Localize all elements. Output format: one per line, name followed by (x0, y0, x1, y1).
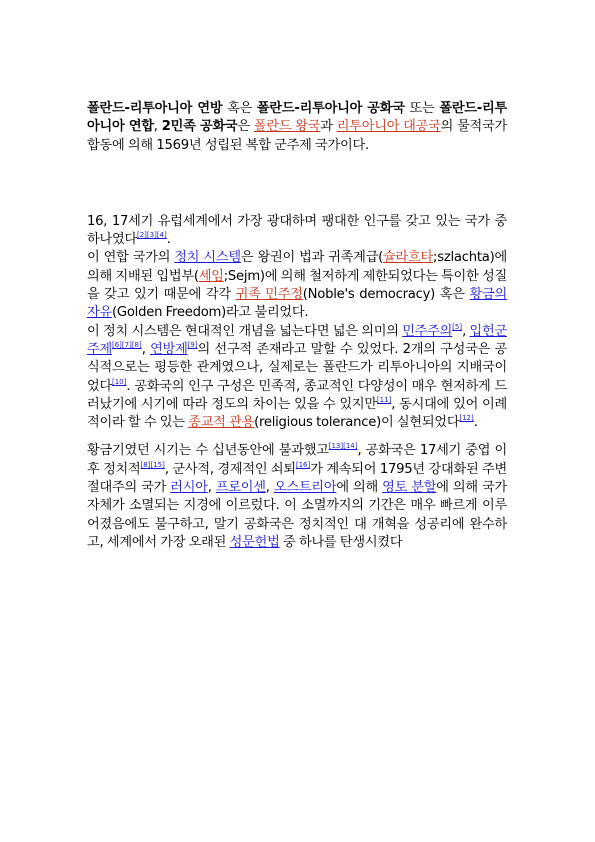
link-golden-freedom[interactable]: 황금의 자유 (87, 287, 507, 321)
reference-link[interactable]: [12] (459, 414, 474, 423)
text: 이 연합 국가의 (87, 250, 175, 266)
reference-link[interactable]: [8] (131, 340, 142, 349)
bold-name-two-nations: 2민족 공화국 (161, 119, 238, 135)
text: , (462, 323, 470, 339)
text: 에 의해 국가 자체가 소멸되는 지경에 이르렀다. 이 소멸까지의 기간은 매우 빠르게 이루어졌음에도 불구하고, 말기 공화국은 정치적인 대 개혁을 성공리에 완수하고, 세계에서 가장 오래된 (87, 480, 507, 550)
paragraph-population (87, 213, 507, 250)
text: 가 계속되어 1795년 강대화된 주변 절대주의 국가 (87, 461, 507, 496)
text: (Golden Freedom)라고 불리었다. (111, 305, 309, 321)
text: , (141, 341, 151, 357)
link-religious-tolerance[interactable]: 종교적 관용 (188, 415, 255, 431)
text: 의 물적국가 합동에 의해 1569년 성립된 복합 군주제 국가이다. (87, 119, 508, 153)
intro-paragraph (87, 100, 507, 155)
text: ;szlachta)에 의해 지배된 입법부( (87, 250, 507, 284)
link-federalism[interactable]: 연방제 (150, 341, 188, 357)
text: , (265, 480, 274, 496)
link-nobles-democracy[interactable]: 귀족 민주정 (235, 287, 303, 303)
paragraph-golden-age (87, 442, 507, 552)
link-partitions[interactable]: 영토 분할 (382, 480, 437, 496)
reference-link[interactable]: [3] (146, 231, 157, 240)
paragraph-political-system (87, 249, 507, 322)
reference-link[interactable]: [10] (111, 377, 127, 386)
link-constitution[interactable]: 성문헌법 (229, 534, 280, 550)
text: (religious tolerance)이 실현되었다 (254, 415, 460, 431)
text: 의 선구적 존재라고 말할 수 있었다. 2개의 구성국은 공식적으로는 평등한 관계였으나, 실제로는 폴란드가 리투아니아의 지배국이었다 (87, 341, 507, 394)
link-grand-duchy-of-lithuania[interactable]: 리투아니아 대공국 (336, 119, 441, 135)
link-szlachta[interactable]: 슐라흐타 (383, 250, 434, 266)
text: . (166, 232, 171, 248)
reference-link[interactable]: [11] (376, 395, 392, 404)
text: 또는 (404, 101, 440, 116)
text: 이 정치 시스템은 현대적인 개념을 넓는다면 넓은 의미의 (87, 323, 403, 339)
reference-link[interactable]: [2] (136, 231, 147, 240)
reference-link[interactable]: [16] (295, 460, 311, 469)
link-constitutional-monarchy[interactable]: 입헌군주제 (87, 323, 507, 357)
text: 16, 17세기 유럽세계에서 가장 광대하며 팽대한 인구를 갖고 있는 국가 중 하나였다 (87, 213, 507, 248)
bold-name-commonwealth: 폴란드-리투아니아 연방 (87, 101, 223, 116)
text: 혹은 (222, 101, 257, 116)
article-body (87, 100, 507, 552)
link-democracy[interactable]: 민주주의 (402, 323, 453, 339)
reference-link[interactable]: [4] (156, 231, 167, 240)
text: ;Sejm)에 의해 철저하게 제한되었다는 특이한 성질을 갖고 있기 때문에 각각 (87, 268, 507, 303)
link-russia[interactable]: 러시아 (170, 480, 208, 496)
bold-name-republic: 폴란드-리투아니아 공화국 (256, 101, 405, 116)
link-sejm[interactable]: 세임 (198, 268, 224, 284)
bold-name-union: 폴란드-리투아니아 연합 (87, 101, 507, 135)
text: 에 의해 (336, 480, 383, 496)
text: 과 (320, 119, 337, 135)
text: 황금기였던 시기는 수 십년동안에 불과했고 (87, 443, 329, 459)
reference-link[interactable]: [7] (121, 340, 132, 349)
text: (Noble's democracy) 혹은 (302, 287, 470, 303)
text: 은 왕권이 법과 귀족계급( (240, 250, 384, 266)
text: 중 하나를 탄생시켰다 (279, 534, 403, 550)
text: 은 (237, 119, 254, 135)
text: , (207, 480, 216, 496)
text: , 공화국은 17세기 중엽 이후 정치적 (87, 443, 507, 477)
link-political-system[interactable]: 정치 시스템 (174, 250, 241, 266)
text: , 동시대에 있어 이례적이라 할 수 있는 (87, 396, 507, 431)
reference-link[interactable]: [5] (452, 322, 463, 331)
reference-link[interactable]: [13] (328, 442, 344, 451)
link-prussia[interactable]: 프로이센 (215, 480, 266, 496)
text: . (473, 415, 478, 431)
text: . 공화국의 인구 구성은 민족적, 종교적인 다양성이 매우 현저하게 드러났기에 시기에 따라 정도의 차이는 있을 수 있지만 (87, 378, 507, 412)
link-kingdom-of-poland[interactable]: 폴란드 왕국 (253, 119, 321, 135)
reference-link[interactable]: [15] (150, 460, 165, 469)
reference-link[interactable]: [6] (111, 340, 122, 349)
paragraph-democracy (87, 323, 507, 433)
reference-link[interactable]: [14] (343, 442, 358, 451)
reference-link[interactable]: [9] (187, 340, 198, 349)
text: , 군사적, 경제적인 쇠퇴 (164, 461, 296, 477)
reference-link[interactable]: [8] (140, 460, 151, 469)
link-austria[interactable]: 오스트리아 (273, 480, 337, 496)
text: , (153, 119, 162, 135)
